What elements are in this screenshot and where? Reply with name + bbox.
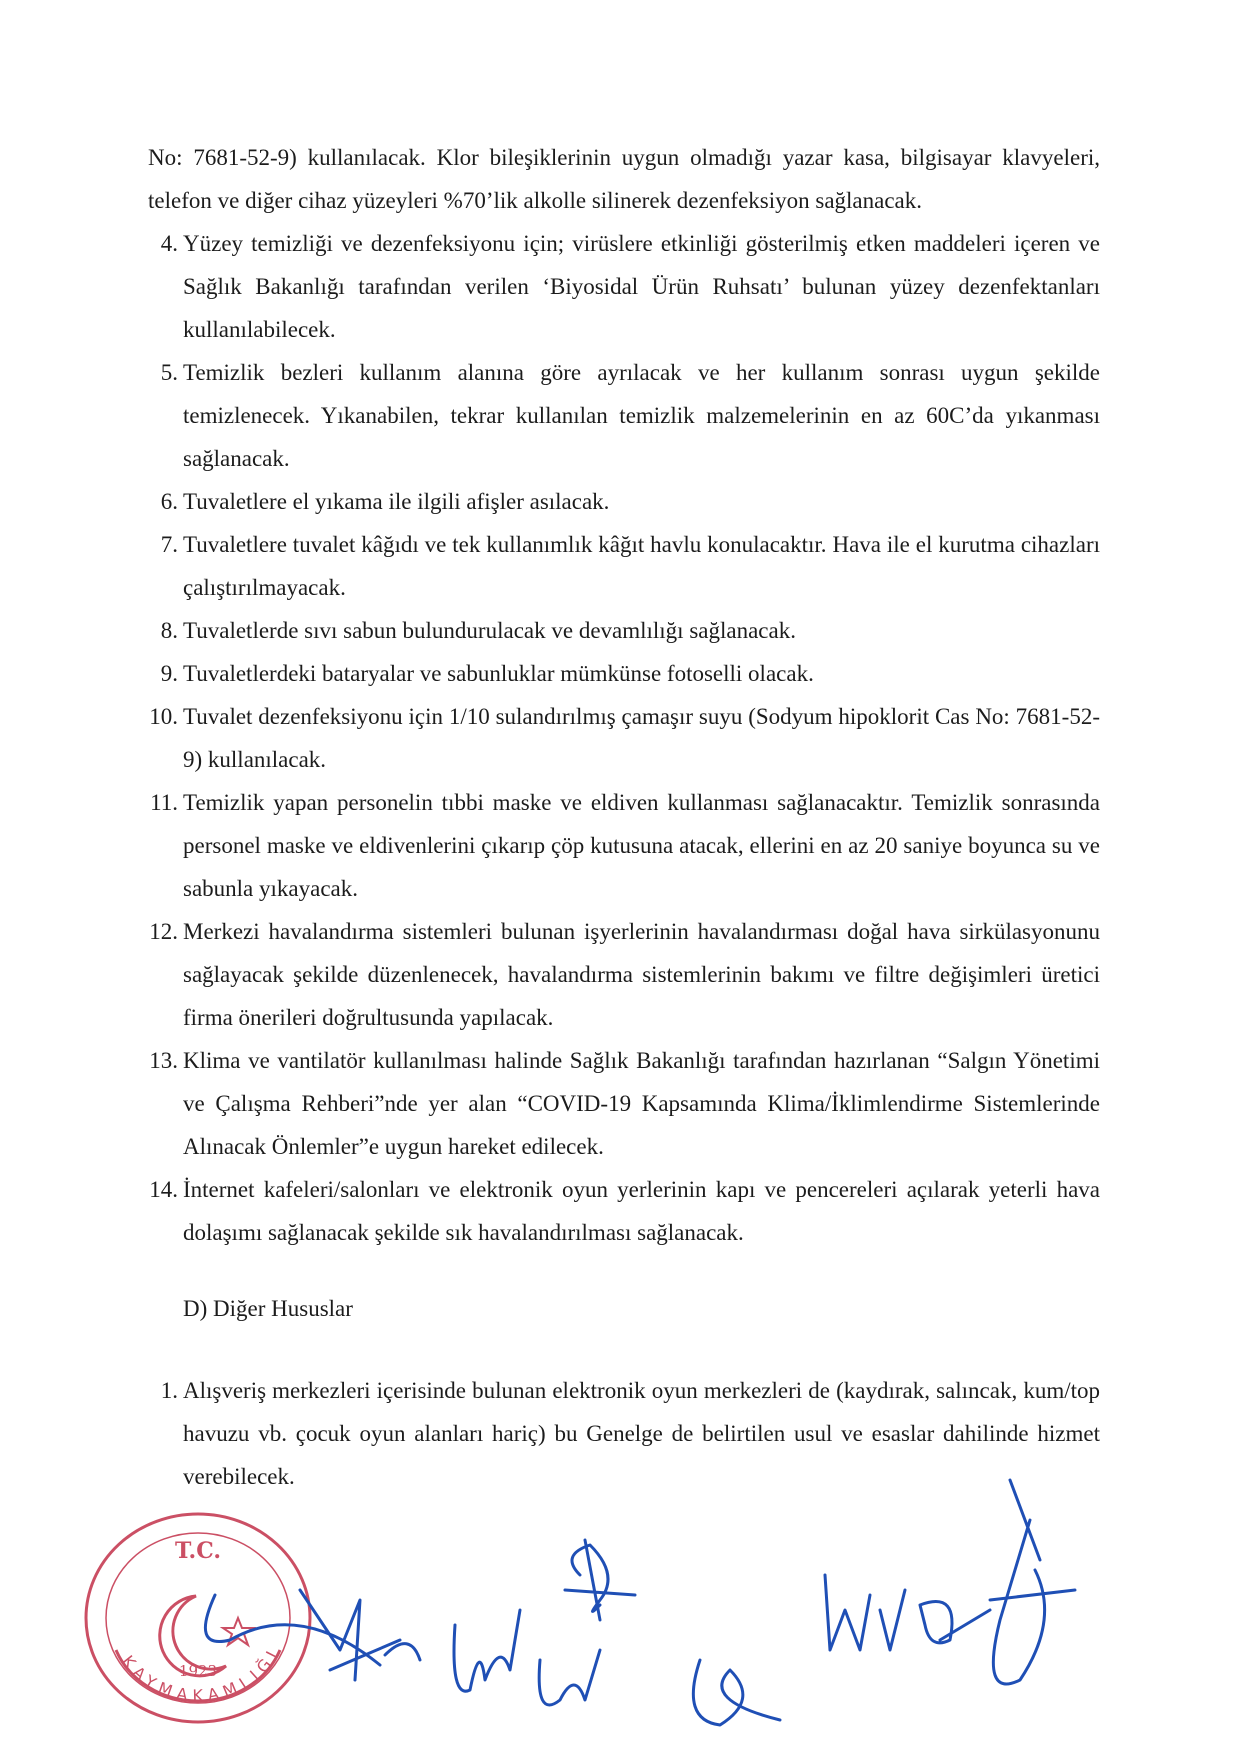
- list-item-10: [148, 695, 1100, 781]
- section-spacer: [148, 1330, 1100, 1369]
- list-item-7: [148, 523, 1100, 609]
- seal-stamp-icon: [78, 1500, 328, 1725]
- list-item-6: [148, 480, 1100, 523]
- list-number: 1.: [160, 1378, 178, 1403]
- list-number: 9.: [160, 661, 178, 686]
- list-item-text: Tuvaletlere el yıkama ile ilgili afişler asılacak.: [183, 489, 610, 514]
- list-number: 4.: [160, 231, 178, 256]
- list-item-9: [148, 652, 1100, 695]
- list-item-12: [148, 910, 1100, 1039]
- list-item-5: [148, 351, 1100, 480]
- list-number: 7.: [160, 532, 178, 557]
- list-item-text: Tuvaletlerde sıvı sabun bulundurulacak ve devamlılığı sağlanacak.: [183, 618, 796, 643]
- list-item-14: [148, 1168, 1100, 1254]
- list-item-11: [148, 781, 1100, 910]
- list-number: 12.: [149, 919, 178, 944]
- list-number: 10.: [149, 704, 178, 729]
- list-item-text: İnternet kafeleri/salonları ve elektronik oyun yerlerinin kapı ve pencereleri açılarak yeterli hava dolaşımı sağlanacak şekilde sık havalandırılması sağlanacak.: [183, 1177, 1100, 1245]
- list-number: 11.: [150, 790, 178, 815]
- svg-text:T.C.: T.C.: [175, 1538, 221, 1564]
- list-number: 13.: [149, 1048, 178, 1073]
- list-item-text: Tuvaletlerdeki bataryalar ve sabunluklar mümkünse fotoselli olacak.: [183, 661, 814, 686]
- list-item-text: Temizlik yapan personelin tıbbi maske ve eldiven kullanması sağlanacaktır. Temizlik sonrasında personel maske ve eldivenlerini çıkarıp çöp kutusuna atacak, ellerini en az 20 saniye boyunca su ve sabunla yıkayacak.: [183, 790, 1100, 901]
- list-item-text: Klima ve vantilatör kullanılması halinde Sağlık Bakanlığı tarafından hazırlanan “Salgın Yönetimi ve Çalışma Rehberi”nde yer alan “COVID-19 Kapsamında Klima/İklimlendirme Sistemlerinde Alınacak Önlemler”e uygun hareket edilecek.: [183, 1048, 1100, 1159]
- list-item-text: Yüzey temizliği ve dezenfeksiyonu için; virüslere etkinliği gösterilmiş etken maddeleri içeren ve Sağlık Bakanlığı tarafından verilen ‘Biyosidal Ürün Ruhsatı’ bulunan yüzey dezenfektanları kullanılabilecek.: [183, 231, 1100, 342]
- svg-text:KAYMAKAMLIĞI: KAYMAKAMLIĞI: [118, 1642, 284, 1706]
- list-item-8: [148, 609, 1100, 652]
- official-seal: [78, 1500, 328, 1725]
- list-number: 6.: [160, 489, 178, 514]
- list-item-text: Alışveriş merkezleri içerisinde bulunan elektronik oyun merkezleri de (kaydırak, salıncak, kum/top havuzu vb. çocuk oyun alanları hariç) bu Genelge de belirtilen usul ve esaslar dahilinde hizmet verebilecek.: [183, 1378, 1100, 1489]
- list-item-text: Merkezi havalandırma sistemleri bulunan işyerlerinin havalandırması doğal hava sirkülasyonunu sağlayacak şekilde düzenlenecek, havalandırma sistemlerinin bakımı ve filtre değişimleri üretici firma önerileri doğrultusunda yapılacak.: [183, 919, 1100, 1030]
- list-item-4: [148, 222, 1100, 351]
- list-item-13: [148, 1039, 1100, 1168]
- list-number: 14.: [149, 1177, 178, 1202]
- list-item-text: Temizlik bezleri kullanım alanına göre ayrılacak ve her kullanım sonrası uygun şekilde temizlenecek. Yıkanabilen, tekrar kullanılan temizlik malzemelerinin en az 60C’da yıkanması sağlanacak.: [183, 360, 1100, 471]
- section-heading: D) Diğer Hususlar: [183, 1296, 353, 1321]
- svg-text:1923: 1923: [178, 1662, 218, 1680]
- list-item-text: Tuvalet dezenfeksiyonu için 1/10 sulandırılmış çamaşır suyu (Sodyum hipoklorit Cas No: 7681-52-9) kullanılacak.: [183, 704, 1100, 772]
- list-number: 5.: [160, 360, 178, 385]
- document-body: [148, 136, 1100, 1498]
- list-number: 8.: [160, 618, 178, 643]
- list-item-text: Tuvaletlere tuvalet kâğıdı ve tek kullanımlık kâğıt havlu konulacaktır. Hava ile el kurutma cihazları çalıştırılmayacak.: [183, 532, 1100, 600]
- section-d-item-1: [148, 1369, 1100, 1498]
- continued-paragraph: No: 7681-52-9) kullanılacak. Klor bileşiklerinin uygun olmadığı yazar kasa, bilgisayar klavyeleri, telefon ve diğer cihaz yüzeyleri %70’lik alkolle silinerek dezenfeksiyon sağlanacak.: [148, 145, 1100, 213]
